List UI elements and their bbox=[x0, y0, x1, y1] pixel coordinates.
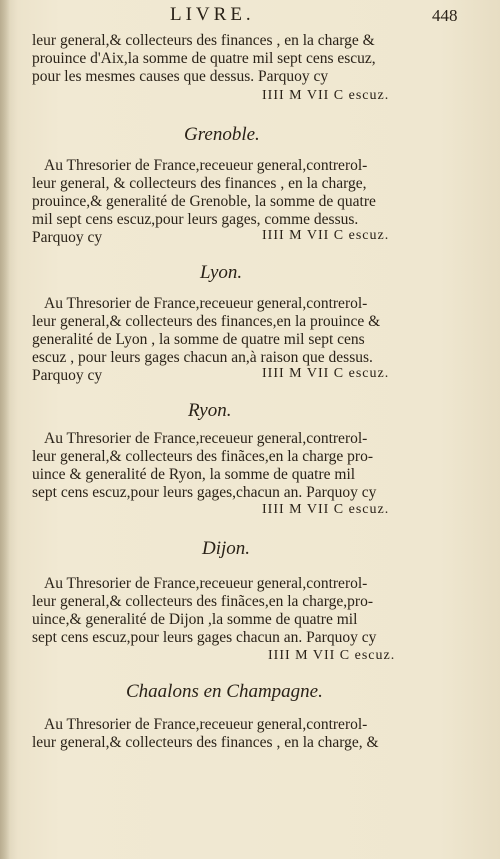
text-line: Parquoy cy bbox=[32, 229, 103, 246]
text-line: leur general, & collecteurs des finances , en la charge, bbox=[32, 175, 367, 192]
running-head bbox=[0, 4, 500, 26]
text-line: Au Thresorier de France,receueur general,contrerol- bbox=[44, 295, 368, 312]
page-gutter bbox=[0, 0, 10, 859]
running-title: LIVRE. bbox=[170, 4, 255, 25]
text-line: prouince d'Aix,la somme de quatre mil sept cens escuz, bbox=[32, 50, 376, 67]
page-number: 448 bbox=[432, 6, 458, 25]
amount-total: IIII M VII C escuz. bbox=[268, 648, 396, 663]
section-heading: Dijon. bbox=[202, 538, 251, 559]
text-line: uince,& generalité de Dijon ,la somme de quatre mil bbox=[32, 611, 358, 628]
section-heading: Ryon. bbox=[188, 400, 232, 421]
amount-total: IIII M VII C escuz. bbox=[262, 502, 390, 517]
text-line: generalité de Lyon , la somme de quatre mil sept cens bbox=[32, 331, 365, 348]
text-line: mil sept cens escuz,pour leurs gages, comme dessus. bbox=[32, 211, 359, 228]
text-line: prouince,& generalité de Grenoble, la somme de quatre bbox=[32, 193, 376, 210]
text-line: Au Thresorier de France,receueur general,contrerol- bbox=[44, 716, 368, 733]
text-line: Au Thresorier de France,receueur general,contrerol- bbox=[44, 157, 368, 174]
text-line: leur general,& collecteurs des finãces,en la charge pro- bbox=[32, 448, 373, 465]
text-line: uince & generalité de Ryon, la somme de quatre mil bbox=[32, 466, 356, 483]
text-line: Parquoy cy bbox=[32, 367, 103, 384]
section-heading: Grenoble. bbox=[184, 124, 260, 145]
amount-total: IIII M VII C escuz. bbox=[262, 228, 390, 243]
amount-total: IIII M VII C escuz. bbox=[262, 366, 390, 381]
text-line: Au Thresorier de France,receueur general,contrerol- bbox=[44, 575, 368, 592]
text-line: escuz , pour leurs gages chacun an,à raison que dessus. bbox=[32, 349, 373, 366]
section-heading: Chaalons en Champagne. bbox=[126, 681, 323, 702]
text-line: Au Thresorier de France,receueur general,contrerol- bbox=[44, 430, 368, 447]
text-line: leur general,& collecteurs des finances , en la charge & bbox=[32, 32, 375, 49]
section-heading: Lyon. bbox=[200, 262, 243, 283]
text-line: leur general,& collecteurs des finances , en la charge, & bbox=[32, 734, 379, 751]
text-line: sept cens escuz,pour leurs gages,chacun an. Parquoy cy bbox=[32, 484, 377, 501]
amount-total: IIII M VII C escuz. bbox=[262, 88, 390, 103]
text-line: leur general,& collecteurs des finances,en la prouince & bbox=[32, 313, 381, 330]
text-line: pour les mesmes causes que dessus. Parquoy cy bbox=[32, 68, 329, 85]
text-line: leur general,& collecteurs des finãces,en la charge,pro- bbox=[32, 593, 373, 610]
text-line: sept cens escuz,pour leurs gages chacun an. Parquoy cy bbox=[32, 629, 377, 646]
